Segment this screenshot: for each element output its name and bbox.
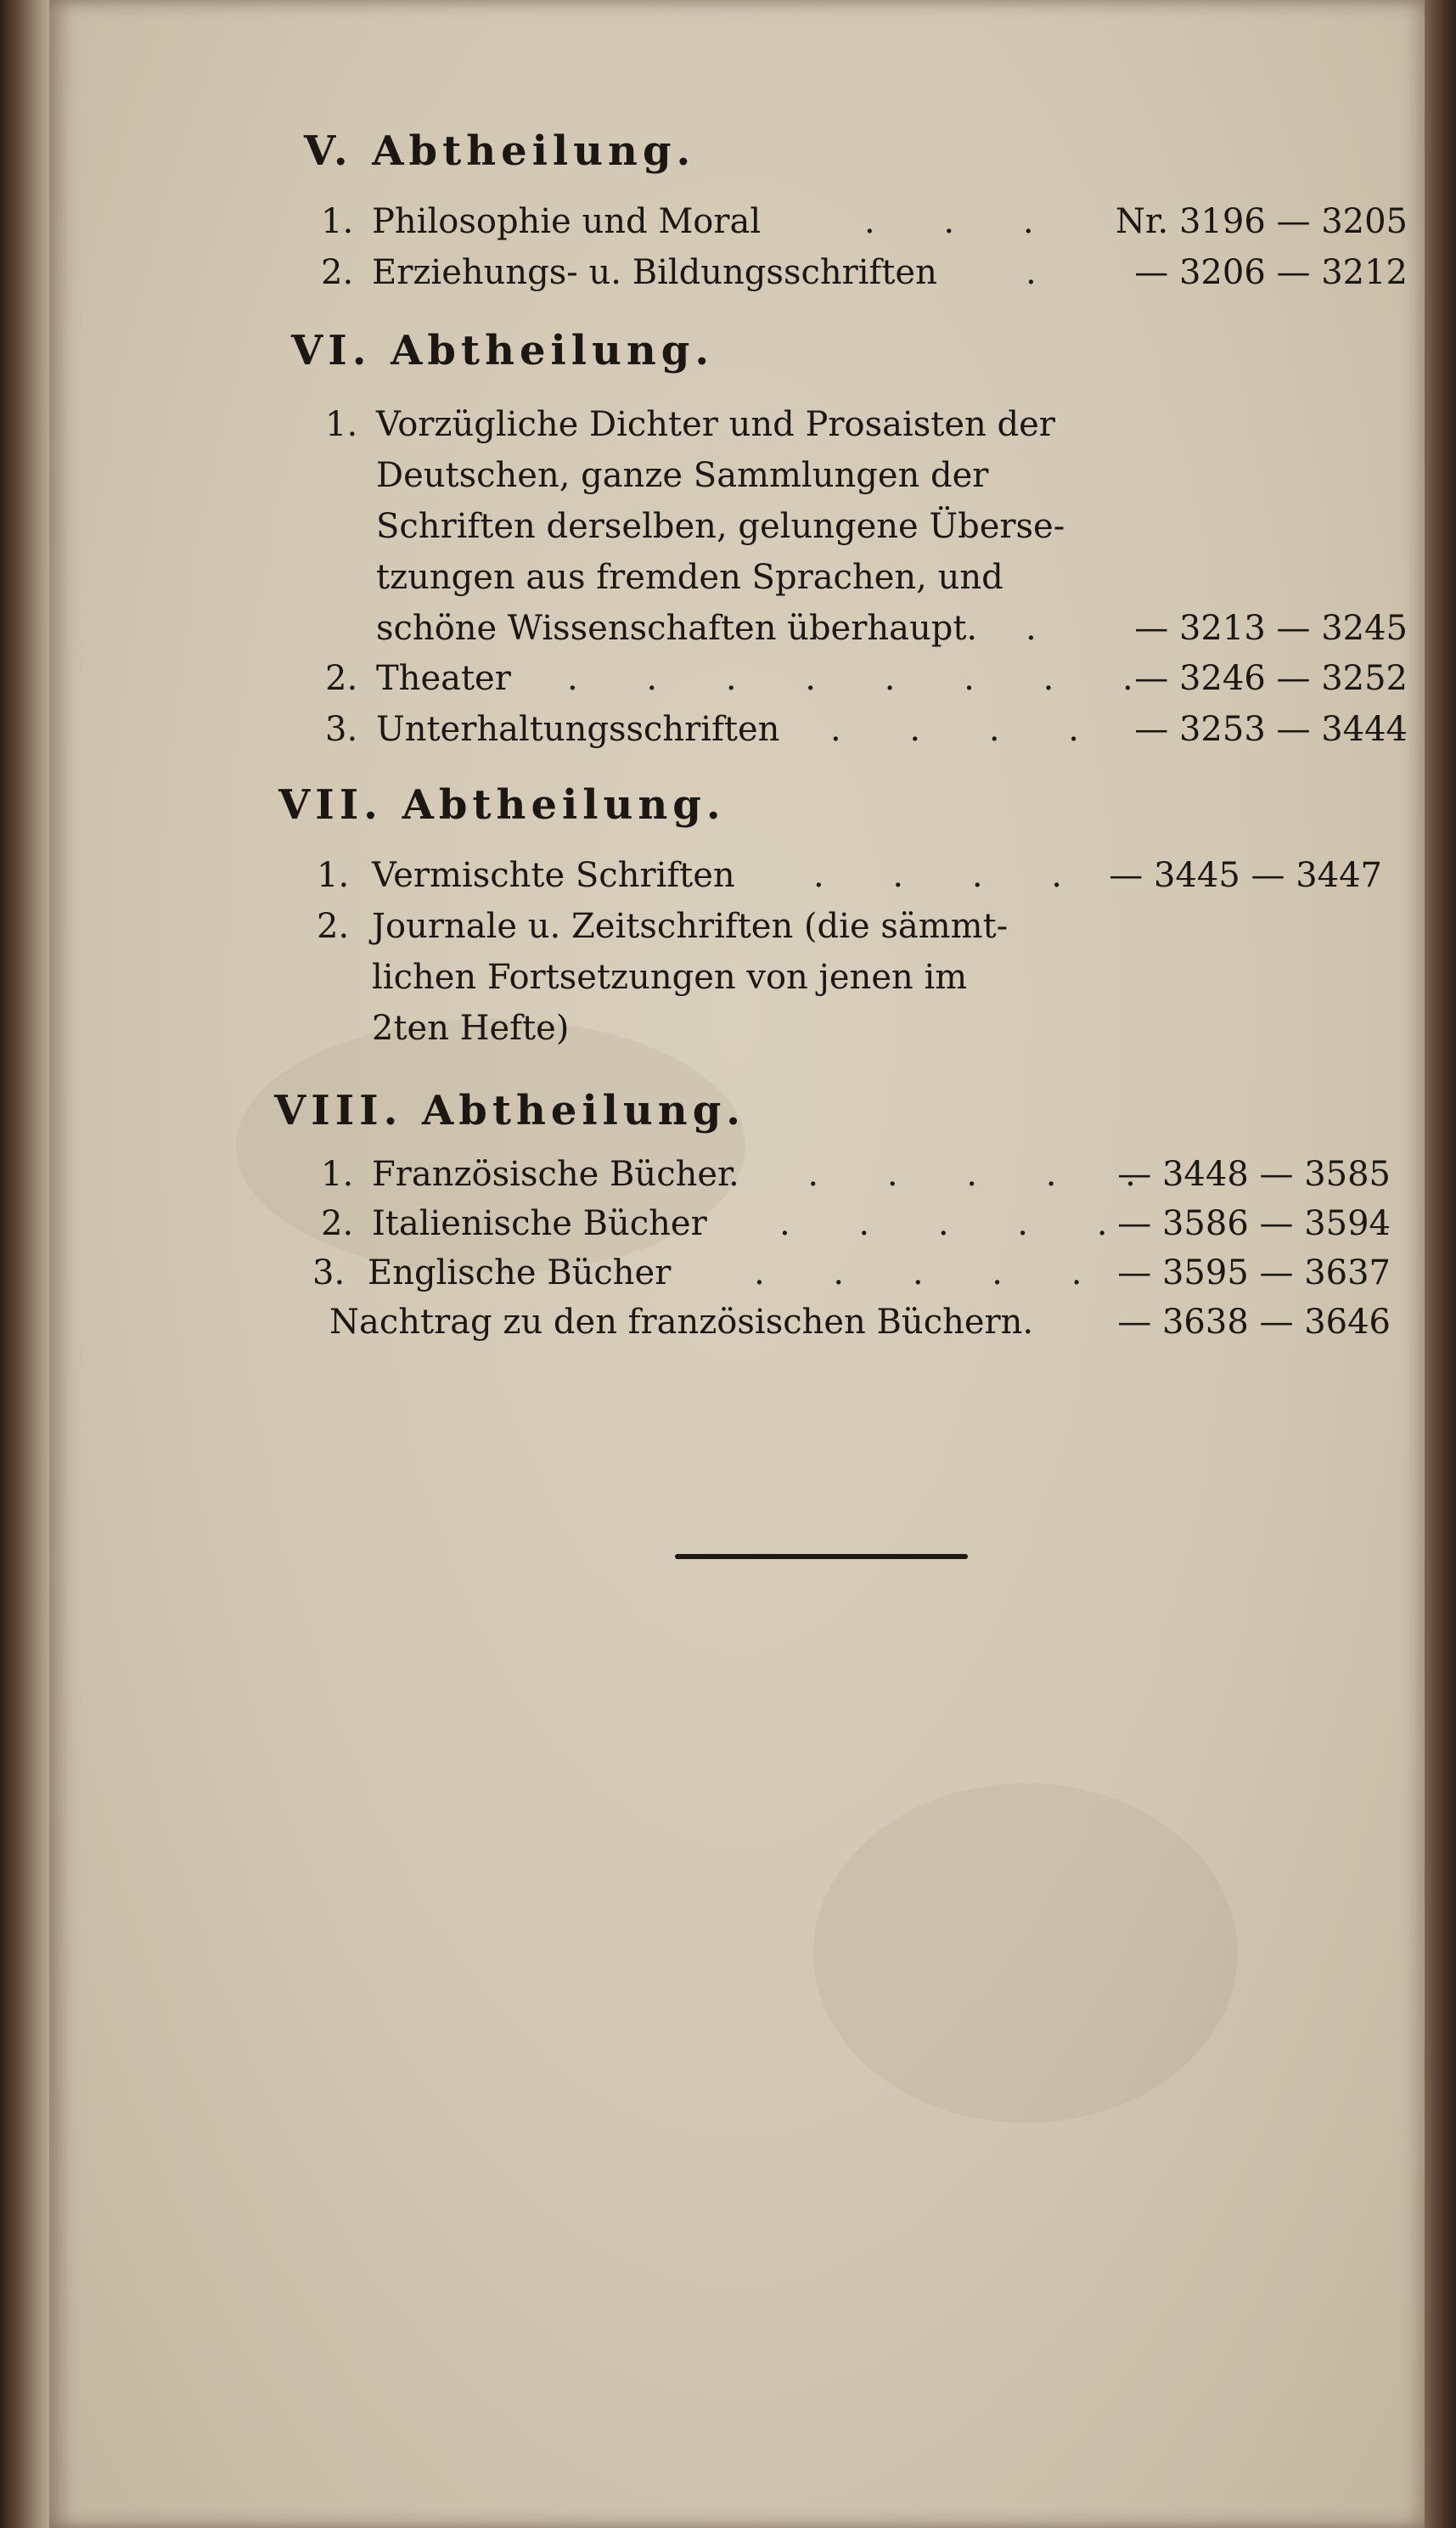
entry-title-line: Deutschen, ganze Sammlungen der (376, 456, 989, 495)
section-heading-vii: VII. Abtheilung. (278, 781, 726, 829)
entry-range: — 3445 — 3447 (1109, 856, 1382, 895)
entry-number: 2. (325, 659, 358, 698)
leader-dots: . . . (864, 202, 1063, 241)
entry-number: 1. (325, 405, 358, 444)
leader-dots: . . . . . (754, 1253, 1111, 1292)
entry-range: — 3206 — 3212 (1134, 253, 1408, 292)
entry-title-line: Vorzügliche Dichter und Prosaisten der (376, 405, 1055, 444)
entry-title: Italienische Bücher (372, 1204, 707, 1243)
entry-number: 3. (325, 710, 358, 749)
leader-dots: . . . . . . . . (567, 659, 1162, 698)
entry-number: 2. (317, 907, 350, 946)
entry-v-2 (49, 253, 1425, 301)
entry-title-line: 2ten Hefte) (372, 1009, 570, 1048)
entry-title: Vermischte Schriften (372, 856, 735, 895)
entry-range: — 3253 — 3444 (1134, 710, 1408, 749)
entry-vi-1 (49, 405, 1425, 648)
entry-vi-3 (49, 710, 1425, 757)
entry-title-line: Schriften derselben, gelungene Überse- (376, 507, 1065, 546)
entry-number: 3. (312, 1253, 346, 1292)
entry-range: — 3586 — 3594 (1117, 1204, 1391, 1243)
entry-viii-3 (49, 1253, 1425, 1301)
entry-number: 1. (321, 1155, 354, 1194)
entry-range: — 3246 — 3252 (1134, 659, 1408, 698)
entry-number: 2. (321, 253, 354, 292)
section-heading-vi: VI. Abtheilung. (291, 327, 715, 374)
entry-number: 1. (317, 856, 350, 895)
entry-number: 1. (321, 202, 354, 241)
entry-range: — 3638 — 3646 (1117, 1303, 1391, 1342)
entry-vii-2 (49, 907, 1425, 1060)
leader-dots: . . . . . . (728, 1155, 1165, 1194)
entry-range: — 3595 — 3637 (1117, 1253, 1391, 1292)
closing-rule (675, 1554, 968, 1559)
entry-v-1 (49, 202, 1425, 250)
paper-stain (813, 1783, 1238, 2123)
section-heading-viii: VIII. Abtheilung. (274, 1087, 745, 1135)
book-page (49, 0, 1425, 2528)
entry-title: Theater (376, 659, 511, 698)
leader-dots: . . . . (830, 710, 1109, 749)
entry-vii-1 (49, 856, 1425, 904)
entry-viii-1 (49, 1155, 1425, 1202)
entry-viii-2 (49, 1204, 1425, 1252)
entry-title-line: schöne Wissenschaften überhaupt. (376, 609, 978, 648)
entry-title: Nachtrag zu den französischen Büchern. (329, 1303, 1034, 1342)
page-edge (1425, 0, 1456, 2528)
entry-range: — 3213 — 3245 (1134, 609, 1408, 648)
entry-title: Philosophie und Moral (372, 202, 762, 241)
entry-title: Erziehungs- u. Bildungsschriften (372, 253, 937, 292)
leader-dots: . (1026, 609, 1065, 648)
entry-number: 2. (321, 1204, 354, 1243)
leader-dots: . (1026, 253, 1065, 292)
entry-range: Nr. 3196 — 3205 (1115, 202, 1408, 241)
entry-title-line: tzungen aus fremden Sprachen, und (376, 558, 1003, 597)
entry-title: Französische Bücher (372, 1155, 734, 1194)
entry-title: Unterhaltungsschriften (376, 710, 780, 749)
entry-title-line: Journale u. Zeitschriften (die sämmt- (372, 907, 1009, 946)
entry-title: Englische Bücher (368, 1253, 672, 1292)
entry-viii-addendum (49, 1303, 1425, 1350)
entry-vi-2 (49, 659, 1425, 707)
section-heading-v: V. Abtheilung. (304, 127, 696, 175)
leader-dots: . . . . (813, 856, 1092, 895)
entry-range: — 3448 — 3585 (1117, 1155, 1391, 1194)
leader-dots: . . . . . (779, 1204, 1137, 1243)
book-binding (0, 0, 53, 2528)
entry-title-line: lichen Fortsetzungen von jenen im (372, 958, 968, 997)
